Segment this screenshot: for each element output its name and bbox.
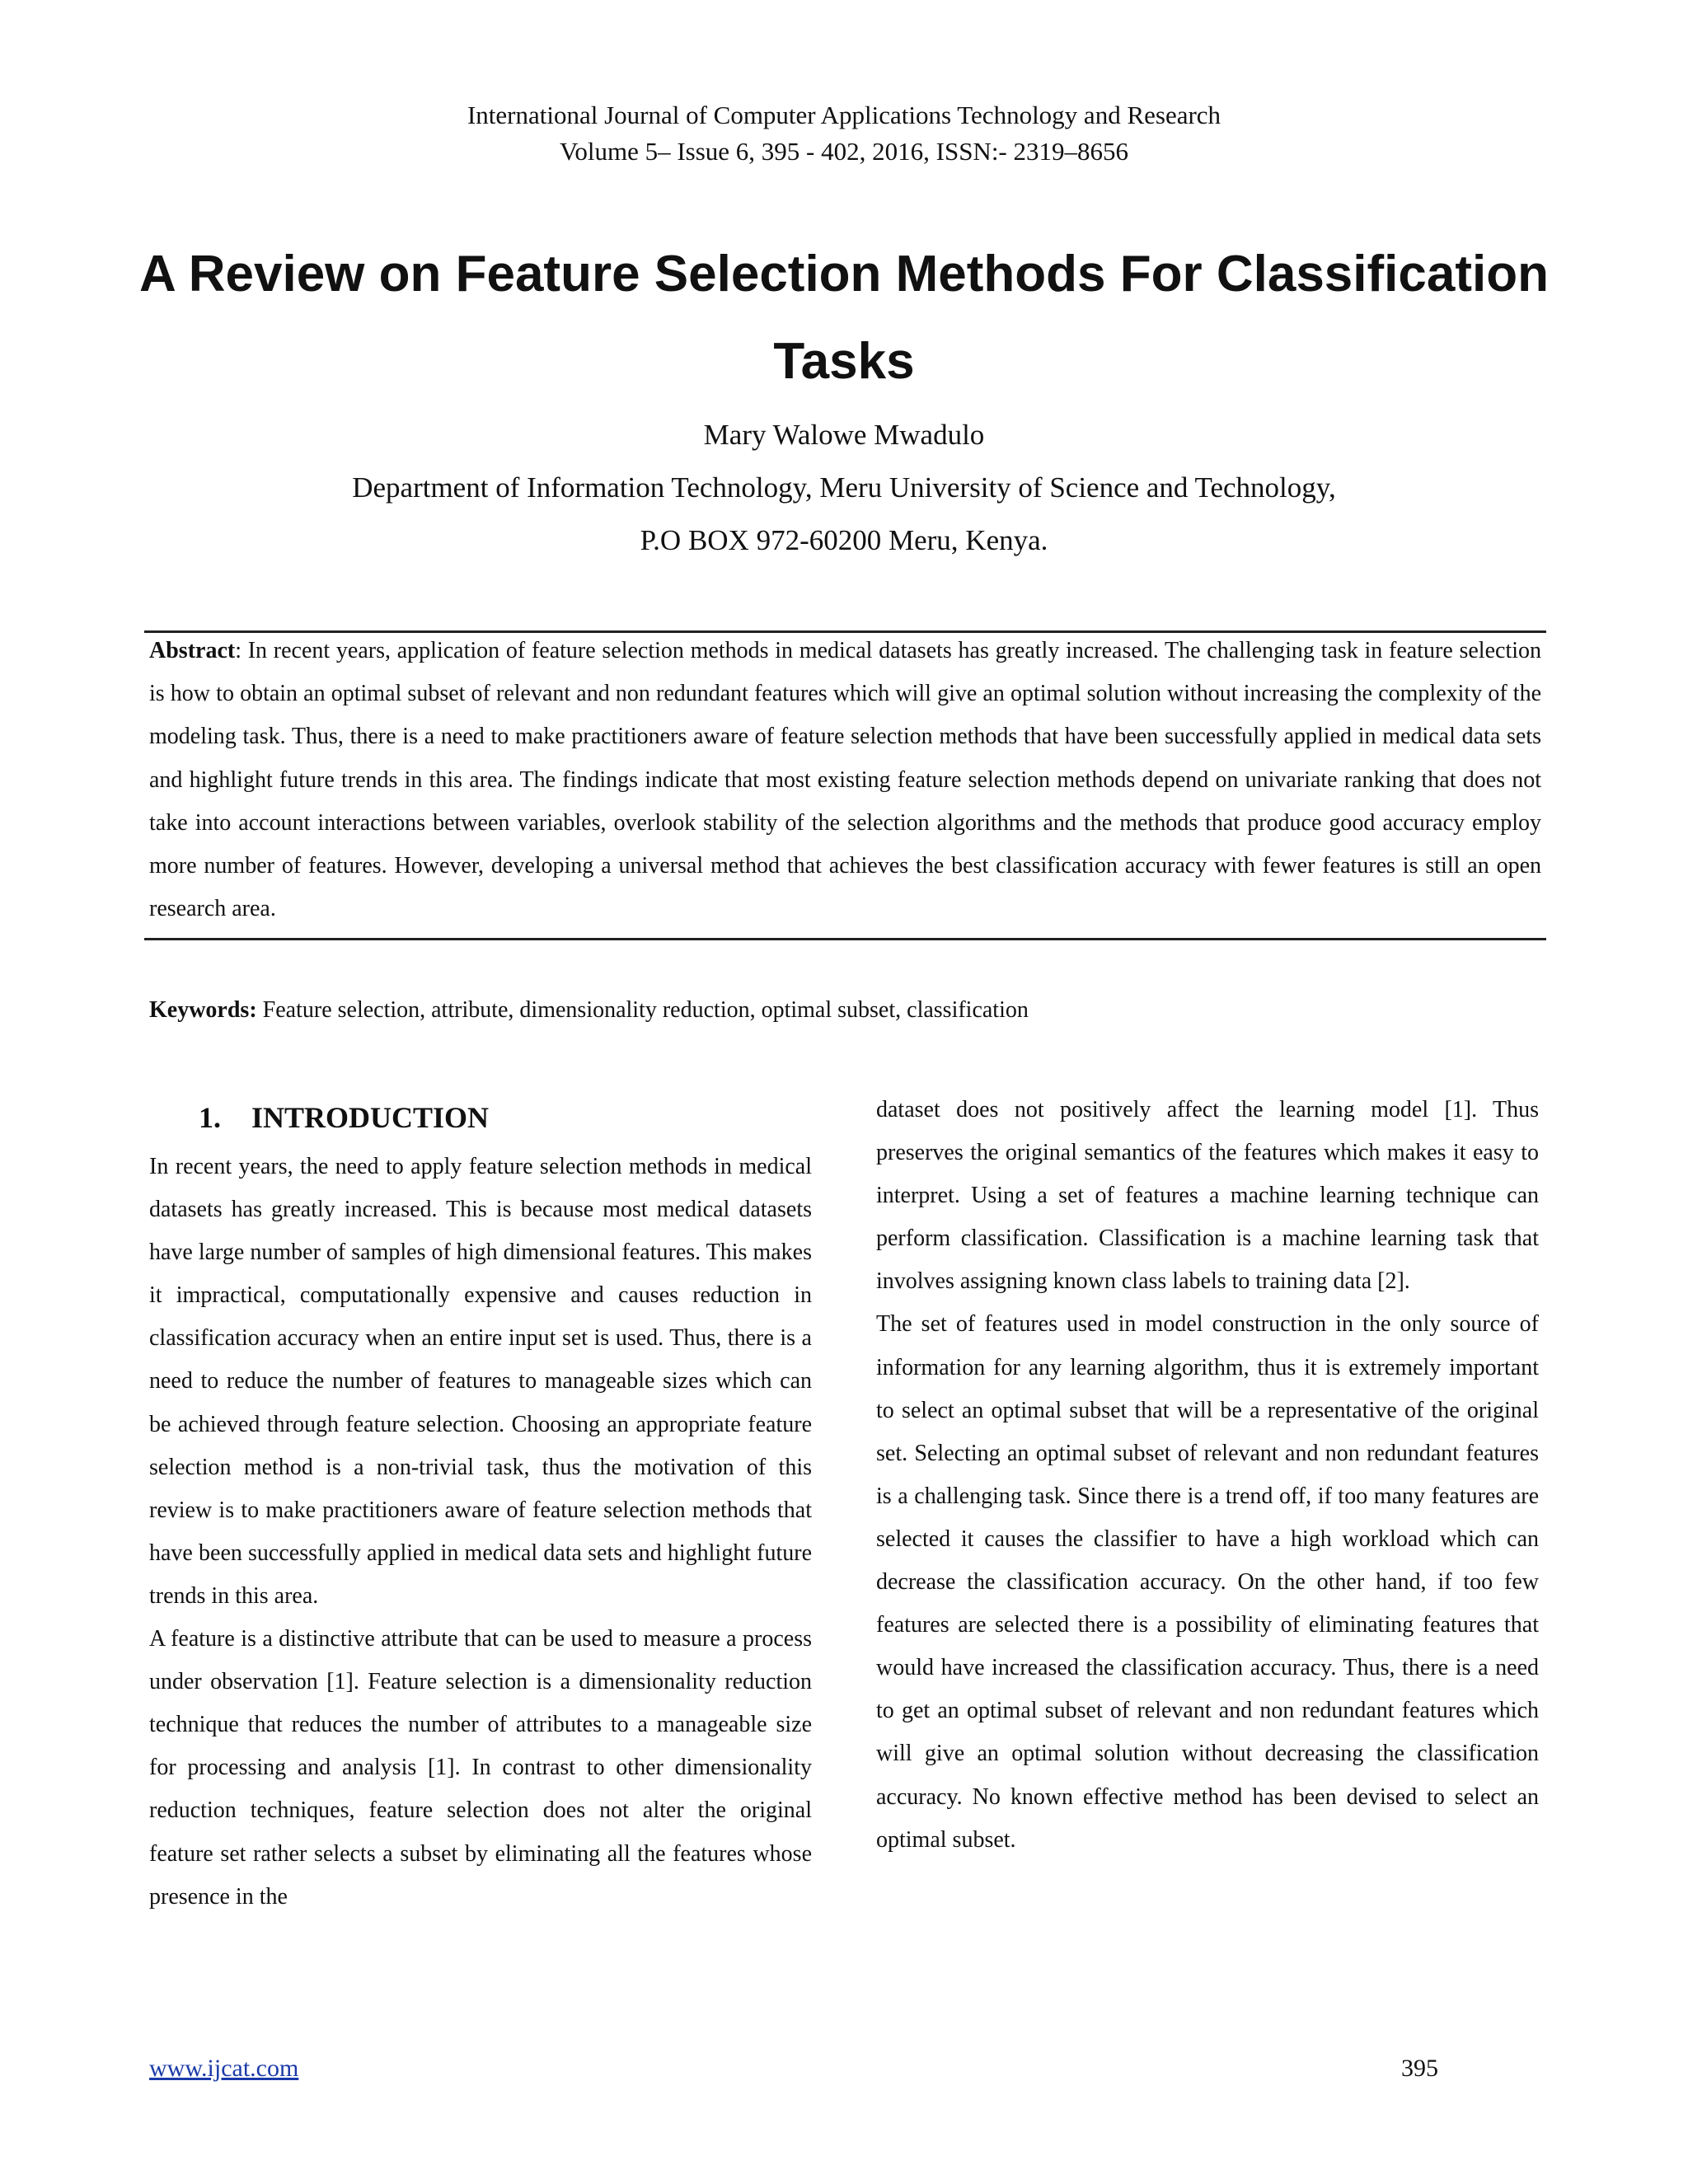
journal-name: International Journal of Computer Applications Technology and Research — [467, 101, 1221, 129]
section-heading-introduction — [149, 1093, 812, 1142]
journal-header — [0, 97, 1688, 170]
intro-paragraph-3: dataset does not positively affect the learning model [1]. Thus preserves the original semantics of the features which makes it easy to interpret. Using a set of features a machine learning technique can perform classification. Classification is a machine learning task that involves assigning known class labels to training data [2]. — [876, 1097, 1539, 1295]
abstract-bottom-rule — [144, 938, 1546, 940]
left-column — [149, 1093, 812, 1919]
author-address: P.O BOX 972-60200 Meru, Kenya. — [640, 524, 1048, 556]
abstract-label: Abstract — [149, 638, 236, 663]
keywords — [149, 991, 1541, 1030]
author-affiliation: Department of Information Technology, Meru University of Science and Technology, — [352, 471, 1336, 504]
abstract-text: : In recent years, application of feature selection methods in medical datasets has greatly increased. The challenging task in feature selection is how to obtain an optimal subset of relevant and non redundant features which will give an optimal solution without increasing the complexity of the modeling task. Thus, there is a need to make practitioners aware of feature selection methods that have been successfully applied in medical data sets and highlight future trends in this area. The findings indicate that most existing feature selection methods depend on univariate ranking that does not take into account interactions between variables, overlook stability of the selection algorithms and the methods that produce good accuracy employ more number of features. However, developing a universal method that achieves the best classification accuracy with fewer features is still an open research area. — [149, 638, 1541, 922]
intro-paragraph-2: A feature is a distinctive attribute that can be used to measure a process under observation [1]. Feature selection is a dimensionality reduction technique that reduces the number of attributes to a manageable size for processing and analysis [1]. In contrast to other dimensionality reduction techniques, feature selection does not alter the original feature set rather selects a subset by eliminating all the features whose presence in the — [149, 1626, 812, 1910]
section-title: INTRODUCTION — [251, 1101, 490, 1134]
intro-paragraph-4: The set of features used in model construction in the only source of information for any learning algorithm, thus it is extremely important to select an optimal subset that will be a representative of the original set. Selecting an optimal subset of relevant and non redundant features is a challenging task. Since there is a trend off, if too many features are selected it causes the classifier to have a high workload which can decrease the classification accuracy. On the other hand, if too few features are selected there is a possibility of eliminating features that would have increased the classification accuracy. Thus, there is a need to get an optimal subset of relevant and non redundant features which will give an optimal solution without decreasing the classification accuracy. No known effective method has been devised to select an optimal subset. — [876, 1311, 1539, 1853]
abstract — [149, 630, 1541, 930]
author-name: Mary Walowe Mwadulo — [703, 419, 985, 451]
author-block — [0, 409, 1688, 567]
keywords-text: Feature selection, attribute, dimensionality reduction, optimal subset, classification — [256, 997, 1029, 1023]
intro-paragraph-1: In recent years, the need to apply feature selection methods in medical datasets has greatly increased. This is because most medical datasets have large number of samples of high dimensional features. This makes it impractical, computationally expensive and causes reduction in classification accuracy when an entire input set is used. Thus, there is a need to reduce the number of features to manageable sizes which can be achieved through feature selection. Choosing an appropriate feature selection method is a non-trivial task, thus the motivation of this review is to make practitioners aware of feature selection methods that have been successfully applied in medical data sets and highlight future trends in this area. — [149, 1154, 812, 1609]
paper-title: A Review on Feature Selection Methods For Classification Tasks — [139, 246, 1549, 390]
journal-volume-line: Volume 5– Issue 6, 395 - 402, 2016, ISSN:- 2319–8656 — [559, 137, 1129, 166]
footer-website-link[interactable]: www.ijcat.com — [149, 2055, 299, 2082]
keywords-label: Keywords: — [149, 997, 257, 1023]
footer-page-number: 395 — [1401, 2055, 1438, 2082]
right-column — [876, 1089, 1539, 1862]
section-number: 1. — [199, 1101, 221, 1134]
